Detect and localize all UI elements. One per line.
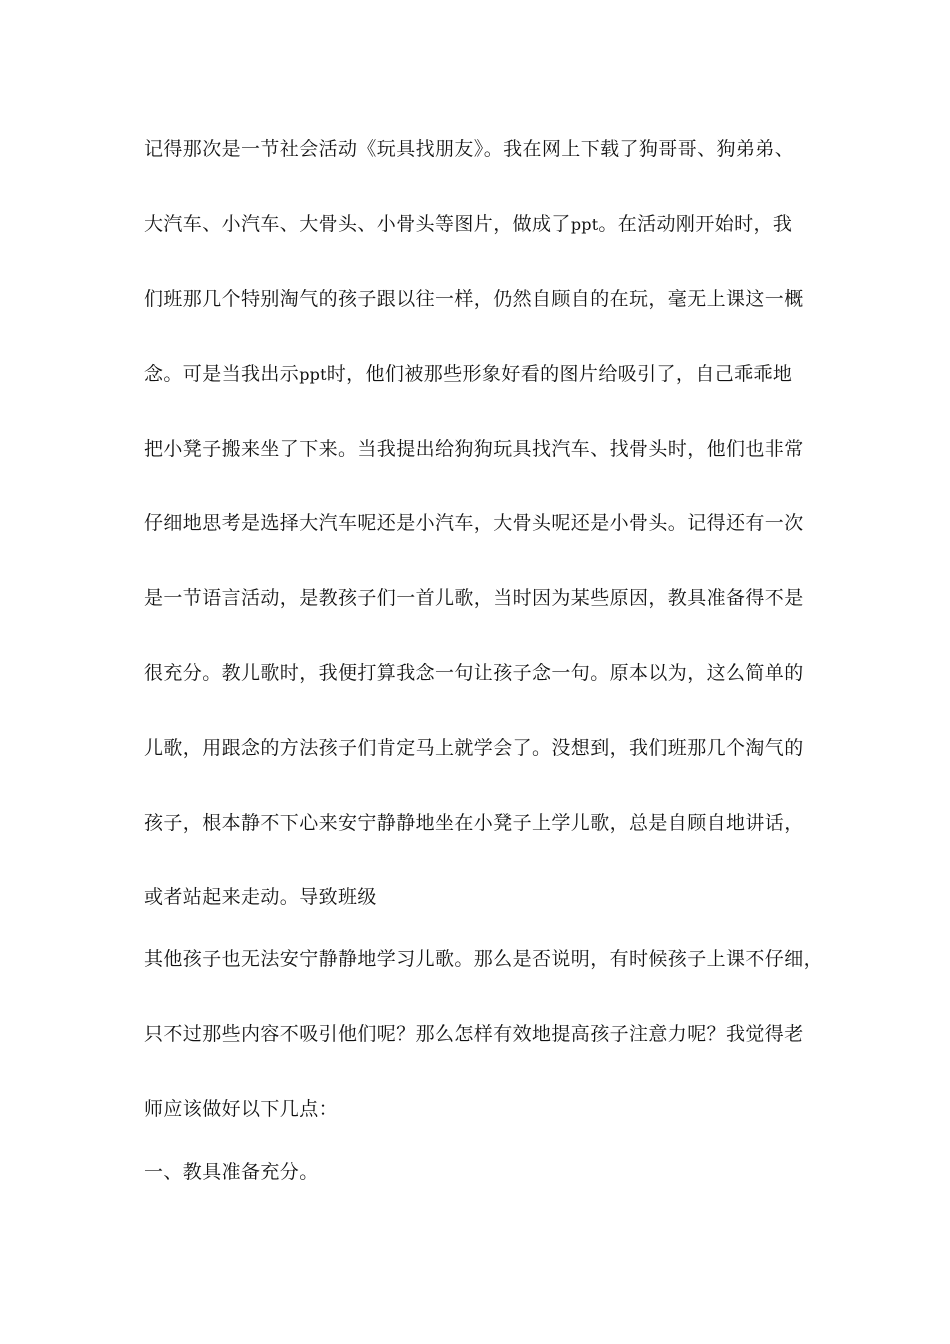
paragraph-line-3: 们班那几个特别淘气的孩子跟以往一样，仍然自顾自的在玩，毫无上课这一概 xyxy=(144,288,804,310)
paragraph-line-5: 把小凳子搬来坐了下来。当我提出给狗狗玩具找汽车、找骨头时，他们也非常 xyxy=(144,438,804,460)
section-heading-1: 一、教具准备充分。 xyxy=(144,1161,319,1183)
paragraph-line-14: 师应该做好以下几点： xyxy=(144,1098,339,1120)
paragraph-line-6: 仔细地思考是选择大汽车呢还是小汽车，大骨头呢还是小骨头。记得还有一次 xyxy=(144,512,804,534)
paragraph-line-7: 是一节语言活动，是教孩子们一首儿歌，当时因为某些原因，教具准备得不是 xyxy=(144,587,804,609)
paragraph-line-12: 其他孩子也无法安宁静静地学习儿歌。那么是否说明，有时候孩子上课不仔细， xyxy=(144,948,824,970)
paragraph-line-2 xyxy=(144,211,824,238)
text-segment-ppt: ppt xyxy=(570,215,599,234)
paragraph-line-13: 只不过那些内容不吸引他们呢？那么怎样有效地提高孩子注意力呢？我觉得老 xyxy=(144,1023,804,1045)
text-segment: 念。可是当我出示 xyxy=(144,363,300,385)
paragraph-line-8: 很充分。教儿歌时，我便打算我念一句让孩子念一句。原本以为，这么简单的 xyxy=(144,662,804,684)
paragraph-line-9: 儿歌，用跟念的方法孩子们肯定马上就学会了。没想到，我们班那几个淘气的 xyxy=(144,737,804,759)
text-segment: 时，他们被那些形象好看的图片给吸引了，自己乖乖地 xyxy=(326,363,793,385)
paragraph-line-10: 孩子，根本静不下心来安宁静静地坐在小凳子上学儿歌，总是自顾自地讲话， xyxy=(144,812,804,834)
paragraph-line-11: 或者站起来走动。导致班级 xyxy=(144,886,377,908)
paragraph-line-1: 记得那次是一节社会活动《玩具找朋友》。我在网上下载了狗哥哥、狗弟弟、 xyxy=(144,138,795,160)
text-segment: 大汽车、小汽车、大骨头、小骨头等图片，做成了 xyxy=(144,213,571,235)
text-segment-ppt: ppt xyxy=(299,365,327,384)
text-segment: 。在活动刚开始时，我 xyxy=(598,213,793,235)
paragraph-line-4 xyxy=(144,361,824,388)
